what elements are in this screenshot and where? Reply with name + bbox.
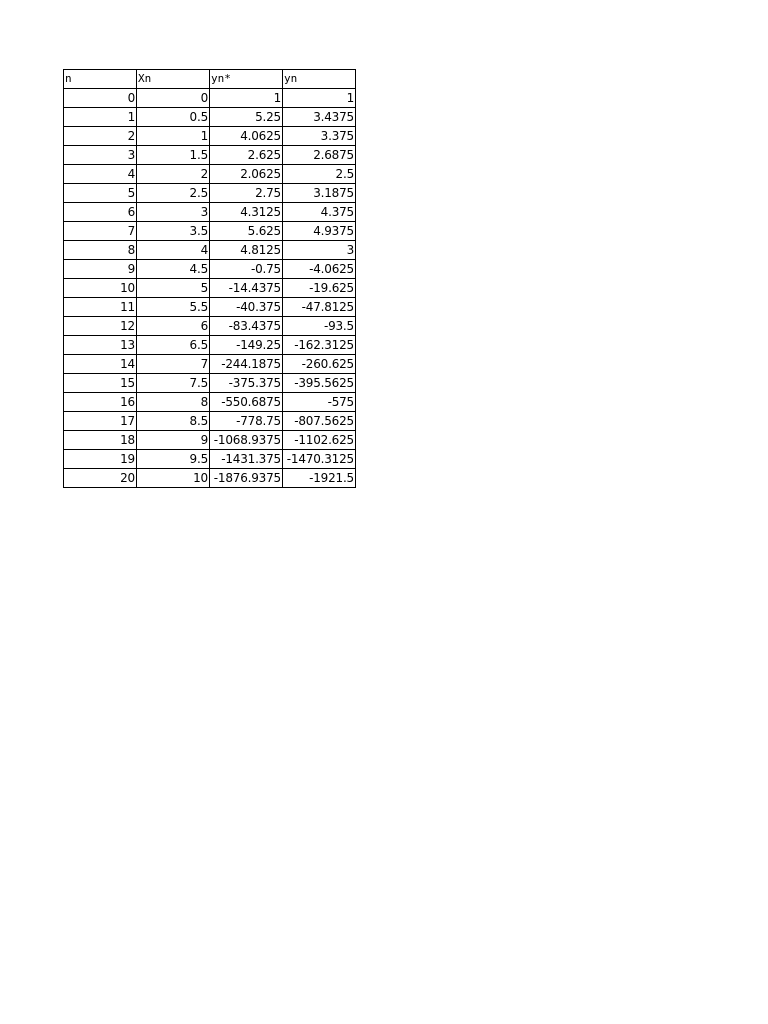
cell-n[interactable]: 4 [64, 165, 137, 184]
cell-yn[interactable]: 3.375 [283, 127, 356, 146]
cell-xn[interactable]: 10 [137, 469, 210, 488]
cell-yn[interactable]: 2.6875 [283, 146, 356, 165]
cell-yn[interactable]: 1 [283, 89, 356, 108]
cell-yn-star[interactable]: -244.1875 [210, 355, 283, 374]
cell-xn[interactable]: 1.5 [137, 146, 210, 165]
cell-yn-star[interactable]: 4.8125 [210, 241, 283, 260]
cell-yn-star[interactable]: 4.3125 [210, 203, 283, 222]
cell-yn-star[interactable]: 5.625 [210, 222, 283, 241]
table-row [64, 469, 356, 488]
cell-yn-star[interactable]: -40.375 [210, 298, 283, 317]
cell-yn-star[interactable]: -0.75 [210, 260, 283, 279]
cell-yn[interactable]: -260.625 [283, 355, 356, 374]
header-cell-xn[interactable]: Xn [137, 70, 210, 89]
header-cell-n[interactable]: n [64, 70, 137, 89]
table-row [64, 431, 356, 450]
table-row [64, 184, 356, 203]
table-row [64, 108, 356, 127]
table-row [64, 165, 356, 184]
cell-n[interactable]: 11 [64, 298, 137, 317]
cell-n[interactable]: 18 [64, 431, 137, 450]
cell-xn[interactable]: 8.5 [137, 412, 210, 431]
cell-yn-star[interactable]: -550.6875 [210, 393, 283, 412]
cell-xn[interactable]: 5.5 [137, 298, 210, 317]
cell-n[interactable]: 3 [64, 146, 137, 165]
cell-n[interactable]: 12 [64, 317, 137, 336]
cell-yn[interactable]: -162.3125 [283, 336, 356, 355]
cell-yn[interactable]: 3.1875 [283, 184, 356, 203]
cell-yn[interactable]: 4.375 [283, 203, 356, 222]
cell-n[interactable]: 5 [64, 184, 137, 203]
cell-yn-star[interactable]: -778.75 [210, 412, 283, 431]
cell-yn[interactable]: -1470.3125 [283, 450, 356, 469]
cell-xn[interactable]: 0 [137, 89, 210, 108]
table-row [64, 222, 356, 241]
cell-xn[interactable]: 3.5 [137, 222, 210, 241]
cell-n[interactable]: 7 [64, 222, 137, 241]
cell-yn[interactable]: -395.5625 [283, 374, 356, 393]
table-row [64, 127, 356, 146]
cell-n[interactable]: 20 [64, 469, 137, 488]
cell-yn-star[interactable]: 2.75 [210, 184, 283, 203]
cell-xn[interactable]: 2 [137, 165, 210, 184]
cell-yn[interactable]: -807.5625 [283, 412, 356, 431]
cell-yn-star[interactable]: -83.4375 [210, 317, 283, 336]
table-row [64, 146, 356, 165]
data-table [63, 69, 356, 488]
cell-yn-star[interactable]: -14.4375 [210, 279, 283, 298]
cell-n[interactable]: 6 [64, 203, 137, 222]
cell-yn[interactable]: -93.5 [283, 317, 356, 336]
cell-xn[interactable]: 7 [137, 355, 210, 374]
cell-n[interactable]: 1 [64, 108, 137, 127]
cell-yn-star[interactable]: -1876.9375 [210, 469, 283, 488]
cell-n[interactable]: 8 [64, 241, 137, 260]
table-row [64, 89, 356, 108]
table-row [64, 279, 356, 298]
cell-n[interactable]: 16 [64, 393, 137, 412]
cell-yn[interactable]: -4.0625 [283, 260, 356, 279]
cell-xn[interactable]: 9.5 [137, 450, 210, 469]
table-row [64, 412, 356, 431]
cell-yn[interactable]: -575 [283, 393, 356, 412]
table-row [64, 374, 356, 393]
cell-xn[interactable]: 1 [137, 127, 210, 146]
cell-xn[interactable]: 2.5 [137, 184, 210, 203]
cell-yn-star[interactable]: -375.375 [210, 374, 283, 393]
table-row [64, 393, 356, 412]
cell-xn[interactable]: 7.5 [137, 374, 210, 393]
cell-n[interactable]: 19 [64, 450, 137, 469]
cell-xn[interactable]: 4.5 [137, 260, 210, 279]
cell-yn[interactable]: -1921.5 [283, 469, 356, 488]
cell-xn[interactable]: 6 [137, 317, 210, 336]
cell-yn[interactable]: -1102.625 [283, 431, 356, 450]
cell-n[interactable]: 13 [64, 336, 137, 355]
header-row [64, 70, 356, 89]
cell-n[interactable]: 10 [64, 279, 137, 298]
table-row [64, 260, 356, 279]
table-row [64, 317, 356, 336]
cell-yn-star[interactable]: 2.0625 [210, 165, 283, 184]
cell-xn[interactable]: 0.5 [137, 108, 210, 127]
table-body [64, 89, 356, 488]
cell-yn[interactable]: 3.4375 [283, 108, 356, 127]
table-row [64, 241, 356, 260]
cell-yn-star[interactable]: -149.25 [210, 336, 283, 355]
cell-yn-star[interactable]: 4.0625 [210, 127, 283, 146]
table-row [64, 203, 356, 222]
cell-n[interactable]: 9 [64, 260, 137, 279]
table-row [64, 450, 356, 469]
cell-xn[interactable]: 8 [137, 393, 210, 412]
cell-xn[interactable]: 5 [137, 279, 210, 298]
cell-yn[interactable]: 3 [283, 241, 356, 260]
cell-yn-star[interactable]: 5.25 [210, 108, 283, 127]
cell-n[interactable]: 0 [64, 89, 137, 108]
cell-xn[interactable]: 6.5 [137, 336, 210, 355]
cell-yn-star[interactable]: -1431.375 [210, 450, 283, 469]
cell-n[interactable]: 2 [64, 127, 137, 146]
cell-xn[interactable]: 9 [137, 431, 210, 450]
cell-n[interactable]: 14 [64, 355, 137, 374]
table-row [64, 336, 356, 355]
cell-n[interactable]: 15 [64, 374, 137, 393]
cell-yn-star[interactable]: 1 [210, 89, 283, 108]
cell-yn[interactable]: -47.8125 [283, 298, 356, 317]
header-cell-yn[interactable]: yn [283, 70, 356, 89]
table-row [64, 355, 356, 374]
cell-yn[interactable]: 2.5 [283, 165, 356, 184]
header-cell-yn-star[interactable]: yn* [210, 70, 283, 89]
cell-yn-star[interactable]: 2.625 [210, 146, 283, 165]
cell-xn[interactable]: 3 [137, 203, 210, 222]
cell-yn-star[interactable]: -1068.9375 [210, 431, 283, 450]
cell-yn[interactable]: -19.625 [283, 279, 356, 298]
cell-xn[interactable]: 4 [137, 241, 210, 260]
cell-yn[interactable]: 4.9375 [283, 222, 356, 241]
cell-n[interactable]: 17 [64, 412, 137, 431]
table-row [64, 298, 356, 317]
